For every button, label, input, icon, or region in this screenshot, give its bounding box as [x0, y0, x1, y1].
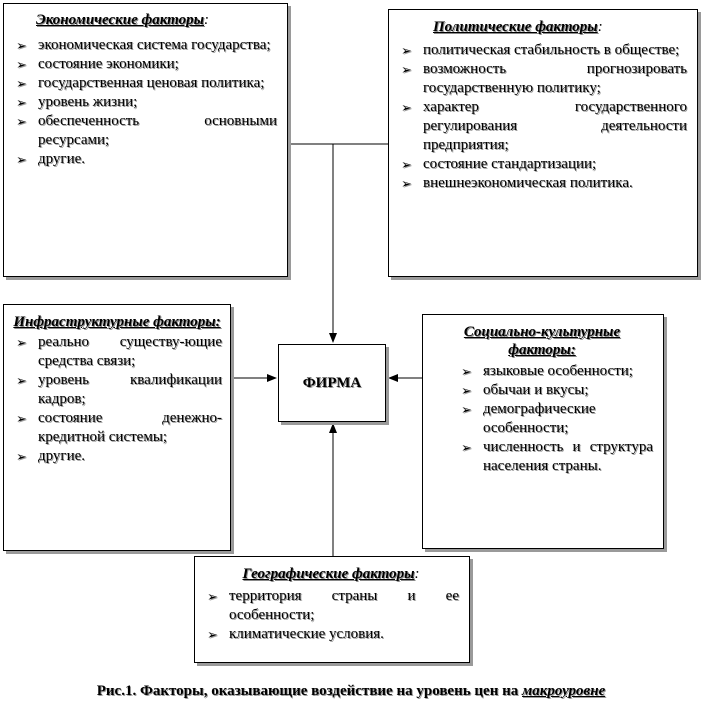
list-item: ➢ государственная ценовая политика;	[16, 75, 265, 91]
infrastructure-factors-heading	[12, 313, 222, 331]
political-factors-title: Политические факторы	[433, 19, 598, 35]
bullet-arrow-icon: ➢	[16, 335, 27, 350]
sociocultural-factors-title: Социально-культурные факторы:	[463, 324, 621, 358]
list-item: ➢ численность и структура населения страны.	[461, 439, 653, 474]
economic-factors-heading	[36, 11, 277, 29]
list-item: ➢ реально существу-ющие средства связи;	[16, 334, 222, 369]
list-item: ➢ возможность прогнозировать государственную политику;	[401, 61, 687, 96]
bullet-arrow-icon: ➢	[401, 157, 412, 172]
list-item: ➢ климатические условия.	[207, 626, 384, 642]
geographic-factors-list	[203, 587, 459, 644]
bullet-arrow-icon: ➢	[461, 402, 472, 417]
geographic-factors-title: Географические факторы	[242, 566, 415, 582]
list-item: ➢ состояние экономики;	[16, 56, 179, 72]
political-factors-heading	[433, 18, 687, 36]
bullet-arrow-icon: ➢	[401, 176, 412, 191]
infrastructure-factors-box	[3, 304, 231, 551]
figure-caption	[0, 683, 702, 700]
list-item: ➢ уровень жизни;	[16, 94, 138, 110]
list-item: ➢ языковые особенности;	[461, 363, 633, 379]
list-item: ➢ уровень квалификации кадров;	[16, 372, 222, 407]
infrastructure-factors-list	[12, 333, 222, 466]
sociocultural-factors-box	[422, 314, 664, 549]
list-item: ➢ другие.	[16, 448, 86, 464]
list-item: ➢ территория страны и ее особенности;	[207, 588, 459, 623]
list-item: ➢ политическая стабильность в обществе;	[401, 42, 680, 58]
list-item: ➢ внешнеэкономическая политика.	[401, 175, 633, 191]
bullet-arrow-icon: ➢	[16, 95, 27, 110]
bullet-arrow-icon: ➢	[16, 411, 27, 426]
bullet-arrow-icon: ➢	[401, 62, 412, 77]
list-item: ➢ экономическая система государства;	[16, 37, 271, 53]
political-factors-box	[388, 9, 698, 277]
list-item: ➢ обеспеченность основными ресурсами;	[16, 113, 277, 148]
list-item: ➢ демографические особенности;	[461, 401, 596, 436]
sociocultural-factors-list	[457, 362, 653, 476]
bullet-arrow-icon: ➢	[16, 76, 27, 91]
list-item: ➢ характер государственного регулирования деятельности предприятия;	[401, 99, 687, 153]
infrastructure-factors-title: Инфраструктурные факторы:	[13, 314, 221, 330]
list-item: ➢ состояние денежно-кредитной системы;	[16, 410, 222, 445]
economic-factors-box	[3, 3, 288, 277]
arrow-top	[288, 144, 388, 342]
bullet-arrow-icon: ➢	[16, 38, 27, 53]
caption-emphasis: макроуровне	[522, 683, 606, 699]
bullet-arrow-icon: ➢	[16, 449, 27, 464]
list-item: ➢ состояние стандартизации;	[401, 156, 597, 172]
bullet-arrow-icon: ➢	[461, 364, 472, 379]
geographic-factors-box	[194, 556, 470, 663]
bullet-arrow-icon: ➢	[16, 152, 27, 167]
sociocultural-factors-heading	[431, 323, 653, 359]
economic-factors-colon: :	[204, 12, 210, 28]
political-factors-list	[397, 41, 687, 193]
bullet-arrow-icon: ➢	[16, 114, 27, 129]
bullet-arrow-icon: ➢	[461, 440, 472, 455]
geographic-factors-heading	[203, 565, 459, 583]
geographic-factors-colon: :	[414, 566, 420, 582]
bullet-arrow-icon: ➢	[16, 373, 27, 388]
bullet-arrow-icon: ➢	[207, 589, 218, 604]
bullet-arrow-icon: ➢	[401, 43, 412, 58]
caption-text: Рис.1. Факторы, оказывающие воздействие на уровень цен на	[96, 683, 522, 699]
bullet-arrow-icon: ➢	[207, 627, 218, 642]
political-factors-colon: :	[597, 19, 603, 35]
firm-label: ФИРМА	[302, 374, 362, 391]
economic-factors-list	[12, 36, 277, 169]
bullet-arrow-icon: ➢	[401, 100, 412, 115]
firm-box	[278, 344, 386, 422]
list-item: ➢ другие.	[16, 151, 86, 167]
bullet-arrow-icon: ➢	[16, 57, 27, 72]
list-item: ➢ обычаи и вкусы;	[461, 382, 589, 398]
bullet-arrow-icon: ➢	[461, 383, 472, 398]
economic-factors-title: Экономические факторы	[36, 12, 205, 28]
